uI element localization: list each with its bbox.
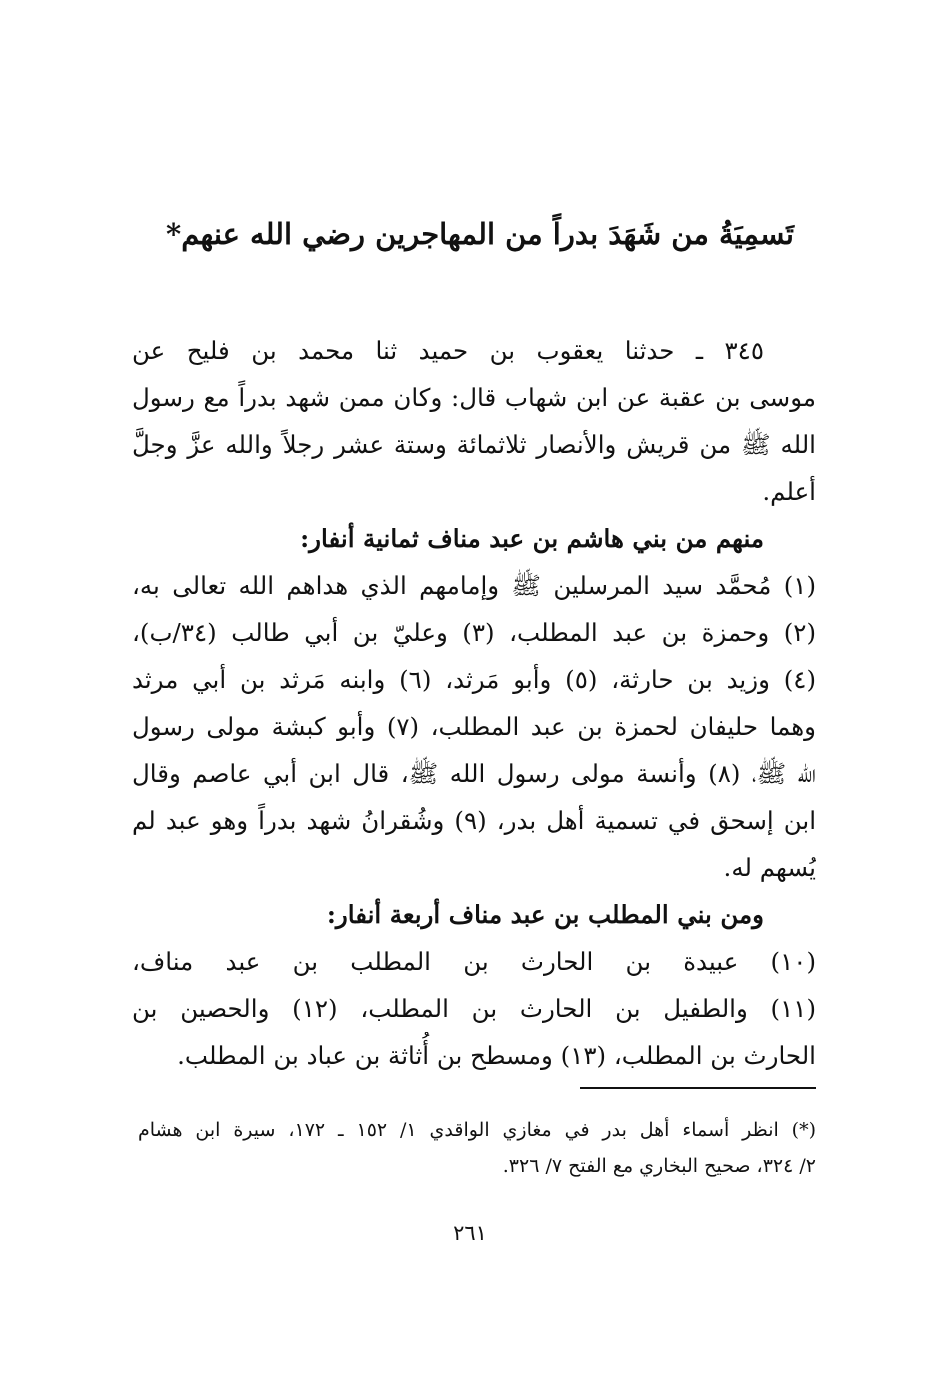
text-line: الله ﷺ من قريش والأنصار ثلاثمائة وستة عشر رجلاً والله عزَّ وجلَّ — [132, 430, 816, 459]
section-heading: منهم من بني هاشم بن عبد مناف ثمانية أنفار: — [300, 524, 764, 553]
footnote — [138, 1112, 816, 1184]
page-number: ٢٦١ — [453, 1221, 487, 1245]
text-line: (١١) والطفيل بن الحارث بن المطلب، (١٢) والحصين بن — [132, 994, 816, 1023]
text-line: موسى بن عقبة عن ابن شهاب قال: وكان ممن شهد بدراً مع رسول — [132, 383, 816, 412]
text-line: الحارث بن المطلب، (١٣) ومسطح بن أُثاثة بن عباد بن المطلب. — [177, 1041, 816, 1070]
text-line: أعلم. — [762, 477, 816, 506]
footnote-line: ٢/ ٣٢٤، صحيح البخاري مع الفتح ٧/ ٣٢٦. — [502, 1155, 816, 1177]
main-text — [132, 327, 816, 1079]
text-line: (١) مُحمَّد سيد المرسلين ﷺ وإمامهم الذي هداهم الله تعالى به، — [132, 571, 816, 600]
text-line: وهما حليفان لحمزة بن عبد المطلب، (٧) وأبو كبشة مولى رسول — [132, 712, 816, 741]
chapter-title: تَسمِيَةُ من شَهَدَ بدراً من المهاجرين رضي الله عنهم* — [166, 217, 794, 251]
text-line: ٣٤٥ ـ حدثنا يعقوب بن حميد ثنا محمد بن فليح عن — [132, 336, 764, 365]
text-line: يُسهم له. — [723, 853, 816, 882]
text-line: (٢) وحمزة بن عبد المطلب، (٣) وعليّ بن أبي طالب (٣٤/ب)، — [132, 618, 816, 647]
text-line: ابن إسحق في تسمية أهل بدر، (٩) وشُقرانُ شهد بدراً وهو عبد لم — [132, 806, 816, 835]
text-line: (٤) وزيد بن حارثة، (٥) وأبو مَرثد، (٦) وابنه مَرثد بن أبي مرثد — [132, 665, 816, 694]
text-line: (١٠) عبيدة بن الحارث بن المطلب بن عبد مناف، — [132, 947, 816, 976]
section-heading: ومن بني المطلب بن عبد مناف أربعة أنفار: — [326, 900, 764, 929]
text-line: الله ﷺ، (٨) وأنسة مولى رسول الله ﷺ، قال ابن أبي عاصم وقال — [132, 759, 816, 788]
footnote-line: (*) انظر أسماء أهل بدر في مغازي الواقدي ١/ ١٥٢ ـ ١٧٢، سيرة ابن هشام — [138, 1119, 816, 1141]
footnote-divider — [580, 1087, 816, 1089]
